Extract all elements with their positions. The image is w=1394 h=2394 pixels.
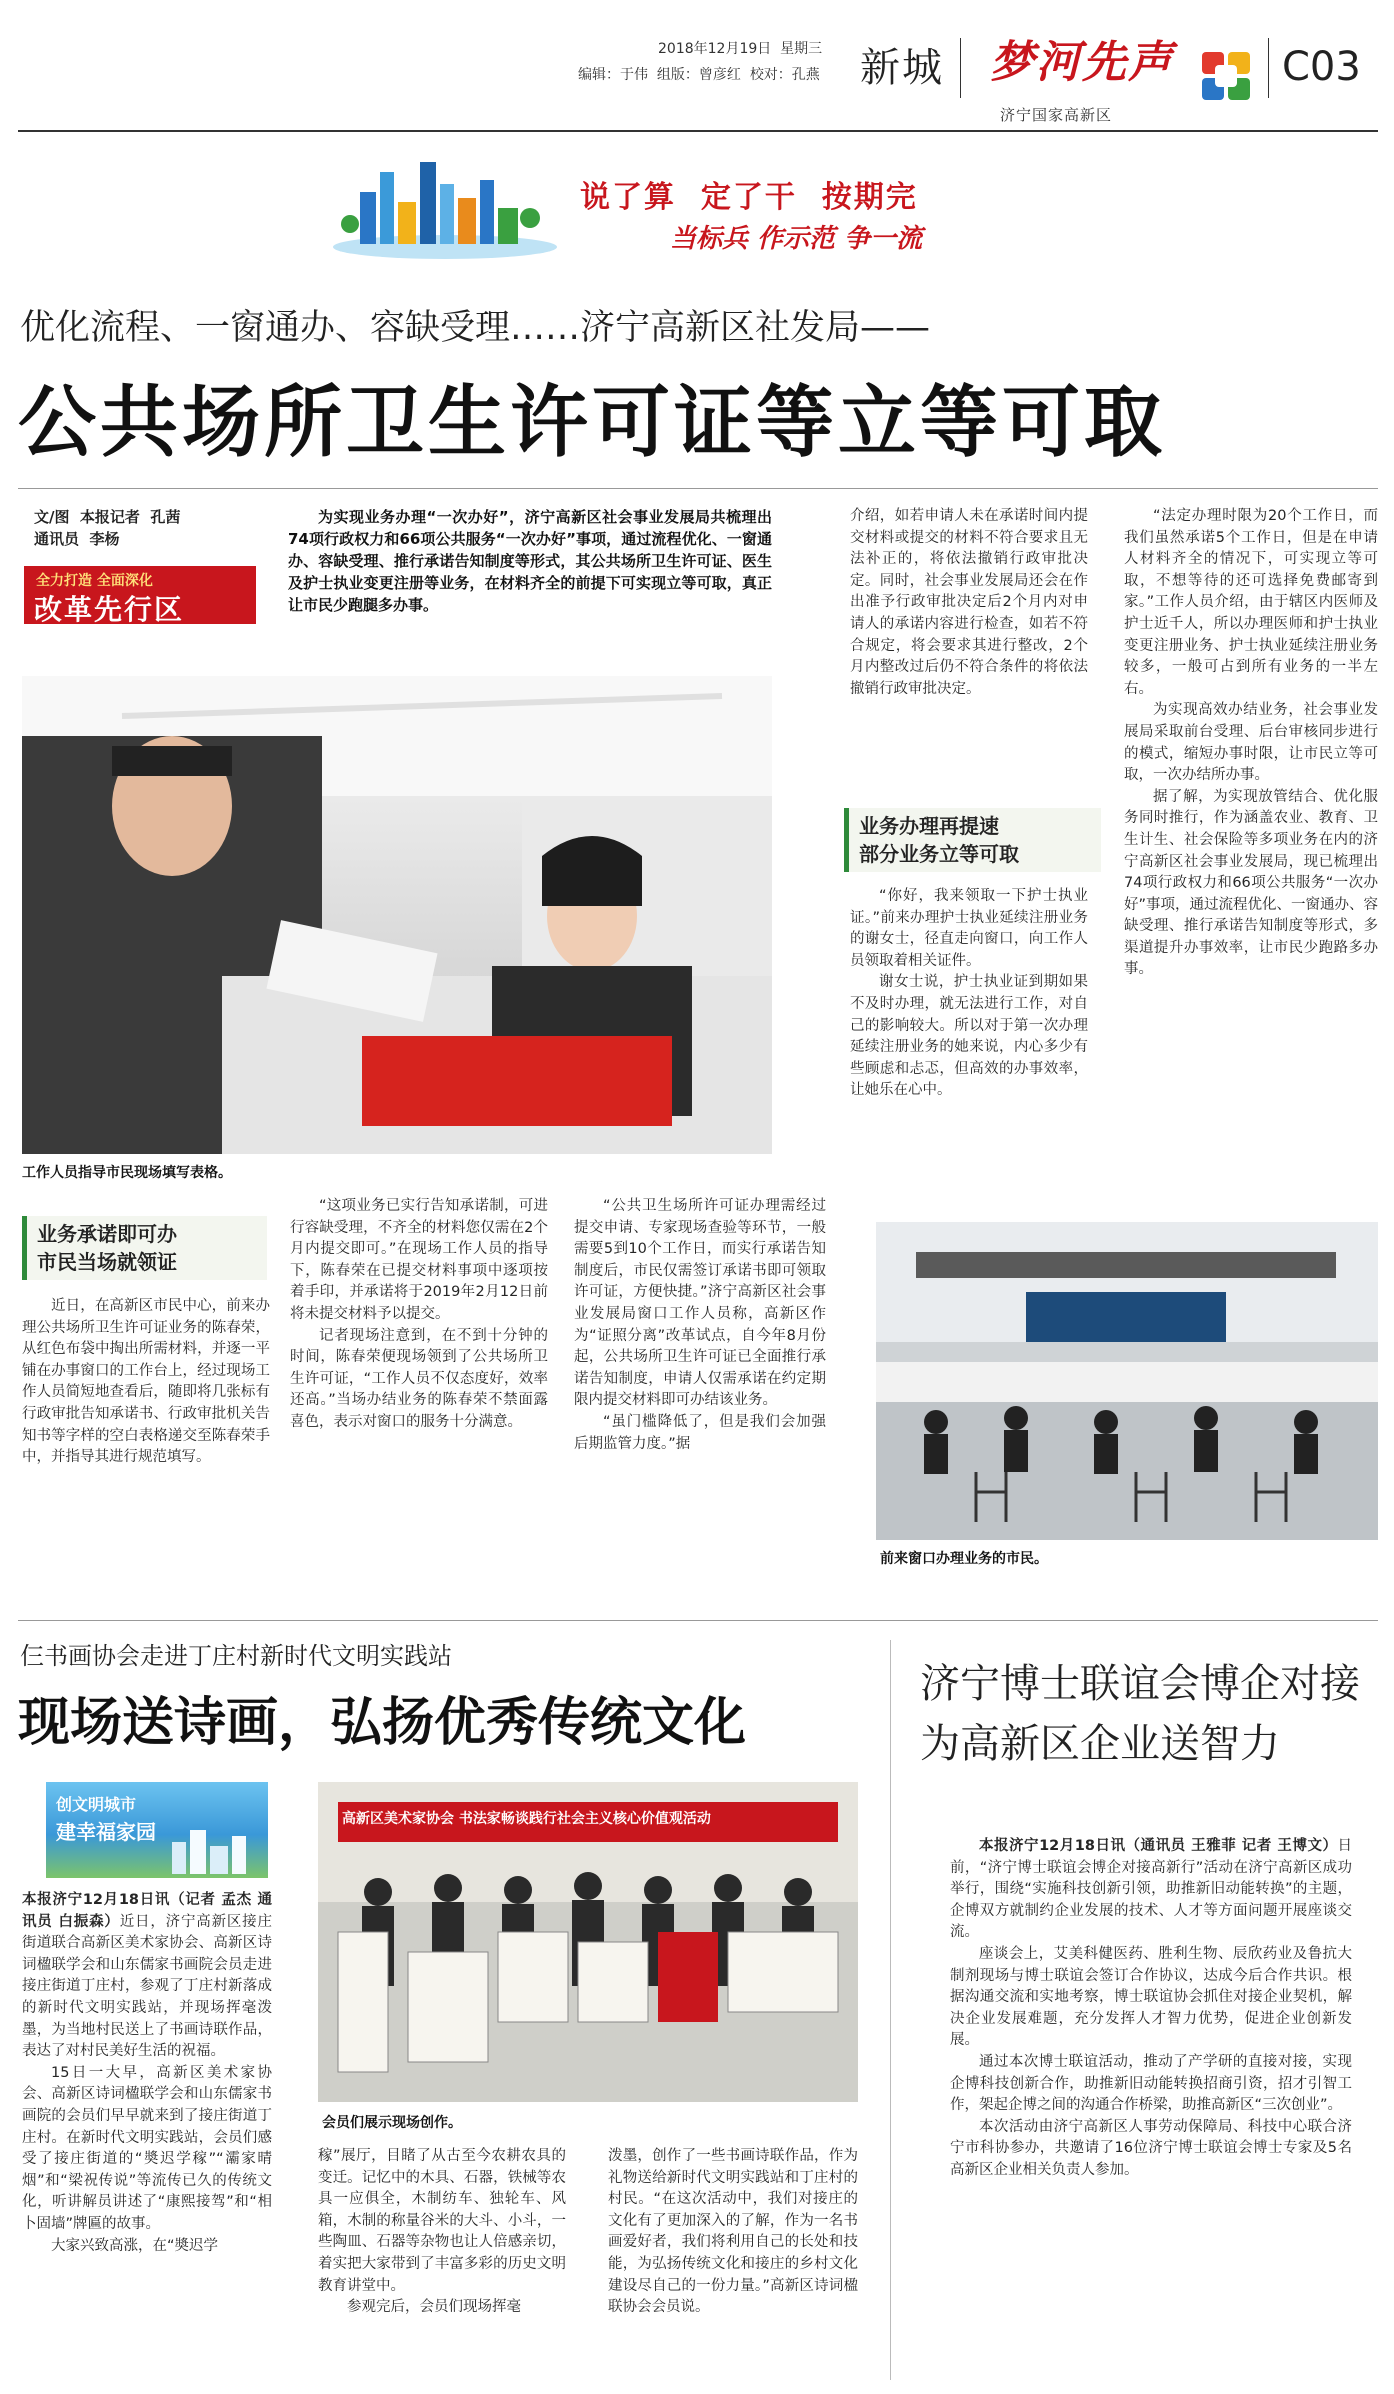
byline-correspondent: 通讯员 李杨 [34,530,120,548]
lead-byline [34,506,180,550]
reform-badge-top: 全力打造 全面深化 [36,573,153,589]
weekday-text: 星期三 [780,41,823,57]
lead-col-d-lower [850,886,1088,1102]
story3-paragraph-2: 座谈会上，艾美科健医药、胜利生物、辰欣药业及鲁抗大制剂现场与博士联谊会签订合作协议，达成今后合作共识。根据沟通交流和实地考察，博士联谊协会抓住对接企业契机，解决企业发展难题，充分发挥人才智力优势，促进企业创新发展。 [950,1945,1352,2049]
story2-col3 [608,2146,858,2319]
masthead [0,0,1394,130]
date-text: 2018年12月19日 [658,41,772,57]
col-b-paragraph-2: 记者现场注意到，在不到十分钟的时间，陈春荣便现场领到了公共场所卫生许可证，“工作人员不仅态度好，效率还高。”当场办结业务的陈春荣不禁面露喜色，表示对窗口的服务十分满意。 [290,1327,548,1430]
byline-reporter: 文/图 本报记者 孔茜 [34,508,181,526]
col-e-paragraph-3: 据了解，为实现放管结合、优化服务同时推行，作为涵盖农业、教育、卫生计生、社会保险等多项业务在内的济宁高新区社会事业发展局，现已梳理出74项行政权力和66项公共服务“一次办好”事项，通过流程优化、一窗通办、容缺受理、推行承诺告知制度等形式，多渠道提升办事效率，让市民少跑路多办事。 [1124,788,1379,978]
headline-rule [18,488,1378,489]
story3-headline-2: 为高新区企业送智力 [920,1721,1280,1767]
section-name: 新城 [860,45,944,91]
photo-scene-icon [22,676,772,1154]
photo-banner-text: 高新区美术家协会 书法家畅谈践行社会主义核心价值观活动 [342,1811,711,1827]
col-e-paragraph-1: “法定办理时限为20个工作日，而我们虽然承诺5个工作日，但是在申请人材料齐全的情况下，可实现立等可取，不想等待的还可选择免费邮寄到家。”工作人员介绍，由于辖区内医师及护士近千人，所以办理医师和护士执业变更注册业务、护士执业延续注册业务较多，一般可占到所有业务的一半左右。 [1124,508,1378,697]
editor-text: 编辑：于伟 [578,67,648,83]
story2-col3-paragraph: 泼墨，创作了一些书画诗联作品，作为礼物送给新时代文明实践站和丁庄村的村民。“在这次活动中，我们对接庄的文化有了更加深入的了解，作为一名书画爱好者，我们将利用自己的长处和技能，为弘扬传统文化和接庄的乡村文化建设尽自己的一份力量。”高新区诗词楹联协会会员说。 [608,2148,858,2316]
story2-photo-caption: 会员们展示现场创作。 [322,2115,462,2131]
story2-paragraph-3: 大家兴致高涨，在“奬迟学 [51,2237,219,2254]
intro-paragraph: 为实现业务办理“一次办好”，济宁高新区社会事业发展局共梳理出74项行政权力和66项公共服务“一次办好”事项，通过流程优化、一窗通办、容缺受理、推行承诺告知制度等形式，其公共场所卫生许可证、医生及护士执业变更注册等业务，在材料齐全的前提下可实现立等可取，真正让市民少跑腿多办事。 [288,508,772,614]
story2-paragraph-1 [22,1890,272,2063]
story-divider [890,1640,891,2380]
story2-col2 [318,2146,566,2319]
zone-logo-icon [1198,48,1254,104]
col-d-paragraph-3: 谢女士说，护士执业证到期如果不及时办理，就无法进行工作，对自己的影响较大。所以对于第一次办理延续注册业务的她来说，内心多少有些顾虑和忐忑，但高效的办事效率，让她乐在心中。 [850,974,1088,1099]
masthead-divider [960,38,961,98]
lead-col-c [574,1196,826,1455]
section-rule-1 [18,1620,1378,1621]
story2-col2-paragraph-2: 参观完后，会员们现场挥毫 [347,2299,521,2316]
reform-badge-main: 改革先行区 [34,593,185,626]
issue-date [658,38,822,58]
lead-kicker: 优化流程、一窗通办、容缺受理……济宁高新区社发局—— [20,308,931,348]
civilization-badge [46,1782,268,1878]
col-d-paragraph-2: “你好，我来领取一下护士执业证。”前来办理护士执业延续注册业务的谢女士，径直走向窗口，向工作人员领取着相关证件。 [850,888,1088,969]
photo1-caption: 工作人员指导市民现场填写表格。 [22,1165,232,1181]
paper-name-logo: 梦河先声 [990,37,1174,88]
photo-service-hall [876,1222,1378,1540]
city-skyline-icon [330,152,560,262]
story2-paragraph-2: 15日一大早，高新区美术家协会、高新区诗词楹联学会和山东儒家书画院的会员们早早就来到了接庄街道丁庄村。在新时代文明实践站，会员们感受了接庄街道的“奬迟学稼”“灞家晴烟”和“梁祝传说”等流传已久的传统文化，听讲解员讲述了“康熙接驾”和“相卜固墙”牌匾的故事。 [22,2064,272,2232]
page-number: C03 [1282,44,1361,90]
photo-window-service [22,676,772,1154]
subhead-promise: 业务承诺即可办 市民当场就领证 [22,1216,267,1280]
story2-byline: 本报济宁12月18日讯（记者 孟杰 通讯员 白振森） [22,1892,272,1930]
col-c-paragraph-2: “虽门槛降低了，但是我们会加强后期监管力度。”据 [574,1413,826,1452]
slogan-banner [330,152,1030,262]
layout-editor-text: 组版：曾彦红 [656,67,741,83]
lead-col-d [850,506,1088,700]
city-building-icon [162,1824,262,1874]
story3-paragraph-4: 本次活动由济宁高新区人事劳动保障局、科技中心联合济宁市科协参办，共邀请了16位济宁博士联谊会博士专家及5名高新区企业相关负责人参加。 [950,2118,1352,2178]
col-b-paragraph-1: “这项业务已实行告知承诺制，可进行容缺受理，不齐全的材料您仅需在2个月内提交即可。”在现场工作人员的指导下，陈春荣在已提交材料事项中逐项按着手印，并承诺将于2019年2月12日前将未提交材料予以提交。 [290,1198,548,1322]
civilization-badge-main: 建幸福家园 [56,1820,156,1844]
reform-badge [24,566,256,624]
col-c-paragraph-1: “公共卫生场所许可证办理需经过提交申请、专家现场查验等环节，一般需要5到10个工作日，而实行承诺告知制度后，市民仅需签订承诺书即可领取许可证，方便快捷。”济宁高新区社会事业发展局窗口工作人员称，高新区作为“证照分离”改革试点，自今年8月份起，公共场所卫生许可证已全面推行承诺告知制度，申请人仅需承诺在约定期限内提交材料即可办结该业务。 [574,1198,826,1409]
staff-line [578,64,820,84]
photo-group-icon [318,1782,858,2102]
proofreader-text: 校对：孔燕 [749,67,820,83]
story3-paragraph-3: 通过本次博士联谊活动，推动了产学研的直接对接，实现企博科技创新合作，助推新旧动能转换招商引资，招才引智工作，架起企博之间的沟通合作桥梁，助推高新区“三次创业”。 [950,2053,1352,2114]
banner-slogan: 说了算 定了干 按期完 [580,180,918,215]
banner-motto: 当标兵 作示范 争一流 [670,224,923,254]
col-d-paragraph-1: 介绍，如若申请人未在承诺时间内提交材料或提交的材料不符合要求且无法补正的，将依法撤销行政审批决定。同时，社会事业发展局还会在作出准予行政审批决定后2个月内对申请人的承诺内容进行检查，如若不符合规定，将会要求其进行整改，2个月内整改过后仍不符合条件的将依法撤销行政审批决定。 [850,508,1088,697]
photo-hall-icon [876,1222,1378,1540]
story3-paragraph-1 [950,1836,1352,1944]
story2-p1-text: 近日，济宁高新区接庄街道联合高新区美术家协会、高新区诗词楹联学会和山东儒家书画院会员走进接庄街道丁庄村，参观了丁庄村新落成的新时代文明实践站，并现场挥毫泼墨，为当地村民送上了书画诗联作品，表达了对村民美好生活的祝福。 [22,1913,272,2060]
lead-intro [288,506,772,616]
story3-p1-text: 日前，“济宁博士联谊会博企对接高新行”活动在济宁高新区成功举行，围绕“实施科技创新引领，助推新旧动能转换”的主题，企博双方就制约企业发展的技术、人才等方面问题开展座谈交流。 [950,1838,1352,1941]
lead-col-b [290,1196,548,1434]
story2-col1 [22,1890,272,2257]
lead-headline: 公共场所卫生许可证等立等可取 [18,378,1167,468]
zone-name: 济宁国家高新区 [1000,106,1113,124]
subhead-speedup: 业务办理再提速 部分业务立等可取 [844,808,1101,872]
civilization-badge-top: 创文明城市 [56,1795,137,1814]
col-e-paragraph-2: 为实现高效办结业务，社会事业发展局采取前台受理、后台审核同步进行的模式，缩短办事时限，让市民立等可取，一次办结所办事。 [1124,702,1378,784]
story2-col2-paragraph-1: 稼”展厅，目睹了从古至今农耕农具的变迁。记忆中的木具、石器，铁械等农具一应俱全，木制纺车、独轮车、风箱，木制的称量谷米的大斗、小斗，一些陶皿、石器等杂物也让人倍感亲切，着实把大家带到了丰富多彩的历史文明教育讲堂中。 [318,2148,566,2294]
story3-byline: 本报济宁12月18日讯（通讯员 王雅菲 记者 王博文） [979,1838,1338,1854]
page-number-divider [1268,38,1269,98]
story2-headline: 现场送诗画，弘扬优秀传统文化 [18,1693,747,1753]
photo2-caption: 前来窗口办理业务的市民。 [880,1551,1048,1567]
photo-calligraphy-group [318,1782,858,2102]
lead-col-e [1124,506,1378,981]
col-a-paragraph: 近日，在高新区市民中心，前来办理公共场所卫生许可证业务的陈春荣，从红色布袋中掏出所需材料，并逐一平铺在办事窗口的工作台上，经过现场工作人员简短地查看后，随即将几张标有行政审批告知承诺书、行政审批机关告知书等字样的空白表格递交至陈春荣手中，并指导其进行规范填写。 [22,1298,270,1466]
lead-col-a [22,1296,270,1469]
story3-body [950,1836,1352,2182]
story2-kicker: 仨书画协会走进丁庄村新时代文明实践站 [20,1642,452,1670]
masthead-rule [18,130,1378,132]
story3-headline-1: 济宁博士联谊会博企对接 [920,1661,1360,1707]
